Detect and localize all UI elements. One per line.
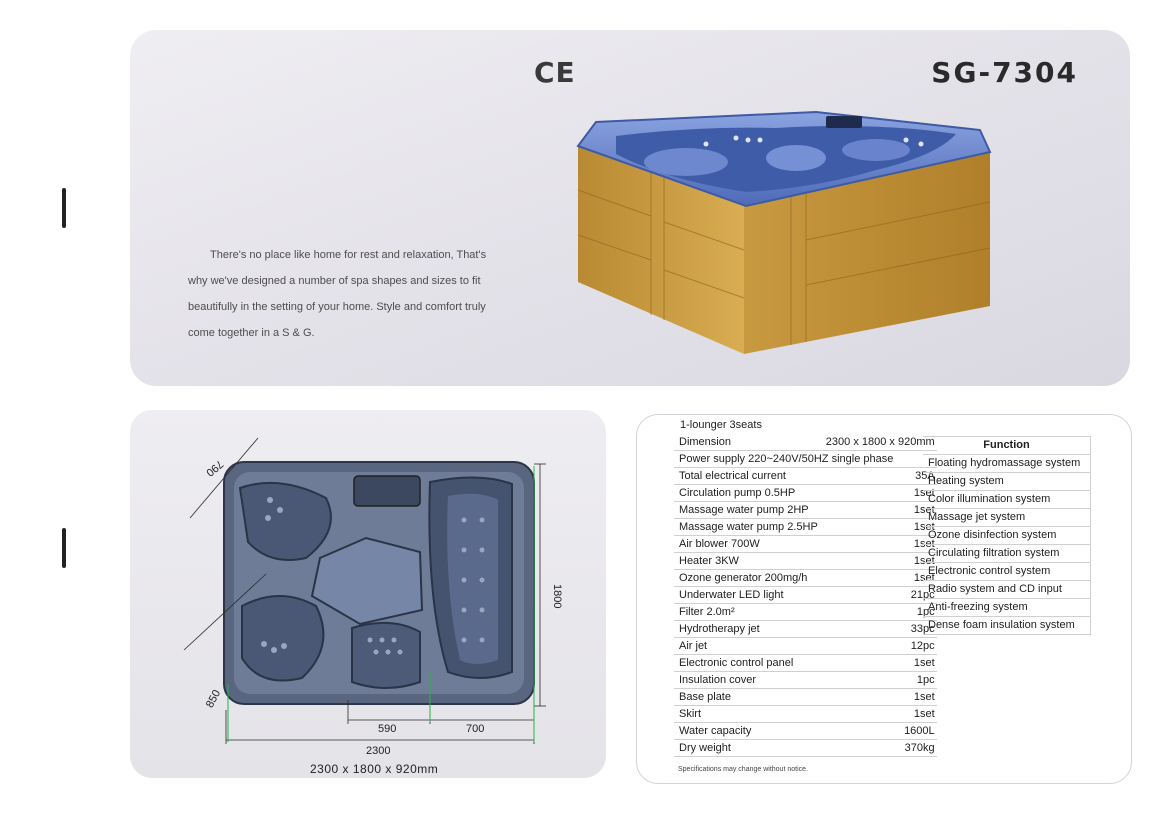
spec-label: Total electrical current [674,468,821,485]
spec-value: 2300 x 1800 x 920mm [821,434,937,451]
spec-value: 1set [821,689,937,706]
binding-mark-bottom [62,528,66,568]
ce-mark: CE [534,56,576,89]
spec-label: Ozone generator 200mg/h [674,570,821,587]
spec-row [674,519,937,536]
model-number: SG-7304 [931,56,1078,89]
spec-label: Underwater LED light [674,587,821,604]
spec-value: 1set [821,655,937,672]
spec-value: 1set [821,502,937,519]
spa-product-photo [576,110,996,360]
spec-value: 1pc [821,672,937,689]
function-heading: Function [923,436,1091,455]
spec-value: 1set [821,485,937,502]
dim-label-590: 590 [378,723,397,735]
spec-label: Massage water pump 2.5HP [674,519,821,536]
intro-line: beautifully in the setting of your home. Style and comfort truly [188,301,486,313]
spec-row [674,655,937,672]
top-view-diagram [130,410,606,778]
spec-label: Air jet [674,638,821,655]
function-item: Electronic control system [923,563,1091,581]
spec-label: Hydrotherapy jet [674,621,821,638]
spec-label: Heater 3KW [674,553,821,570]
spec-row [674,740,937,757]
binding-mark-top [62,188,66,228]
spec-row [674,587,937,604]
spec-row [674,451,937,468]
spec-row [674,706,937,723]
spec-row [674,553,937,570]
spec-value: 21pc [821,587,937,604]
spec-value: 33pc [821,621,937,638]
function-item: Floating hydromassage system [923,455,1091,473]
spec-value: 370kg [821,740,937,757]
dim-label-700: 700 [466,723,485,735]
spec-value: 1set [821,570,937,587]
spec-row [674,570,937,587]
spec-row [674,434,937,451]
seating-summary: 1-lounger 3seats [680,419,762,431]
spec-row [674,468,937,485]
function-item: Color illumination system [923,491,1091,509]
spec-label: Dry weight [674,740,821,757]
function-item: Circulating filtration system [923,545,1091,563]
spec-row [674,621,937,638]
spec-row [674,723,937,740]
top-view-diagram-panel [130,410,606,778]
function-item: Heating system [923,473,1091,491]
spec-value: 1set [821,553,937,570]
function-item: Massage jet system [923,509,1091,527]
spec-label: Electronic control panel [674,655,821,672]
spec-value: 35A [821,468,937,485]
spec-label: Filter 2.0m² [674,604,821,621]
function-list [923,436,1091,635]
spec-label: Power supply 220~240V/50HZ single phase [674,451,937,468]
intro-paragraph [188,242,528,346]
dimension-caption: 2300 x 1800 x 920mm [310,762,439,776]
spec-row [674,638,937,655]
spec-value: 1set [821,536,937,553]
spec-value: 1600L [821,723,937,740]
dim-label-2300: 2300 [366,745,391,757]
spec-label: Air blower 700W [674,536,821,553]
spec-label: Massage water pump 2HP [674,502,821,519]
spec-row [674,536,937,553]
spec-row [674,689,937,706]
spec-label: Water capacity [674,723,821,740]
function-item: Radio system and CD input [923,581,1091,599]
intro-line: why we've designed a number of spa shapes and sizes to fit [188,275,481,287]
spec-label: Base plate [674,689,821,706]
spec-row [674,502,937,519]
spec-label: Skirt [674,706,821,723]
function-item: Ozone disinfection system [923,527,1091,545]
spec-row [674,672,937,689]
hero-panel [130,30,1130,386]
spec-value: 12pc [821,638,937,655]
function-item: Anti-freezing system [923,599,1091,617]
spec-row [674,485,937,502]
intro-line: come together in a S & G. [188,327,315,339]
spec-label: Circulation pump 0.5HP [674,485,821,502]
dim-label-850: 850 [203,688,224,710]
dim-label-1800: 1800 [551,584,563,609]
dim-label-790: 790 [203,457,226,479]
spec-row [674,604,937,621]
spec-value: 1pc [821,604,937,621]
spec-table [674,434,937,757]
spec-footnote: Specifications may change without notice. [678,766,808,773]
spec-value: 1set [821,519,937,536]
spec-value: 1set [821,706,937,723]
spec-label: Dimension [674,434,821,451]
function-item: Dense foam insulation system [923,617,1091,635]
intro-line: There's no place like home for rest and relaxation, That's [210,249,487,261]
spec-label: Insulation cover [674,672,821,689]
